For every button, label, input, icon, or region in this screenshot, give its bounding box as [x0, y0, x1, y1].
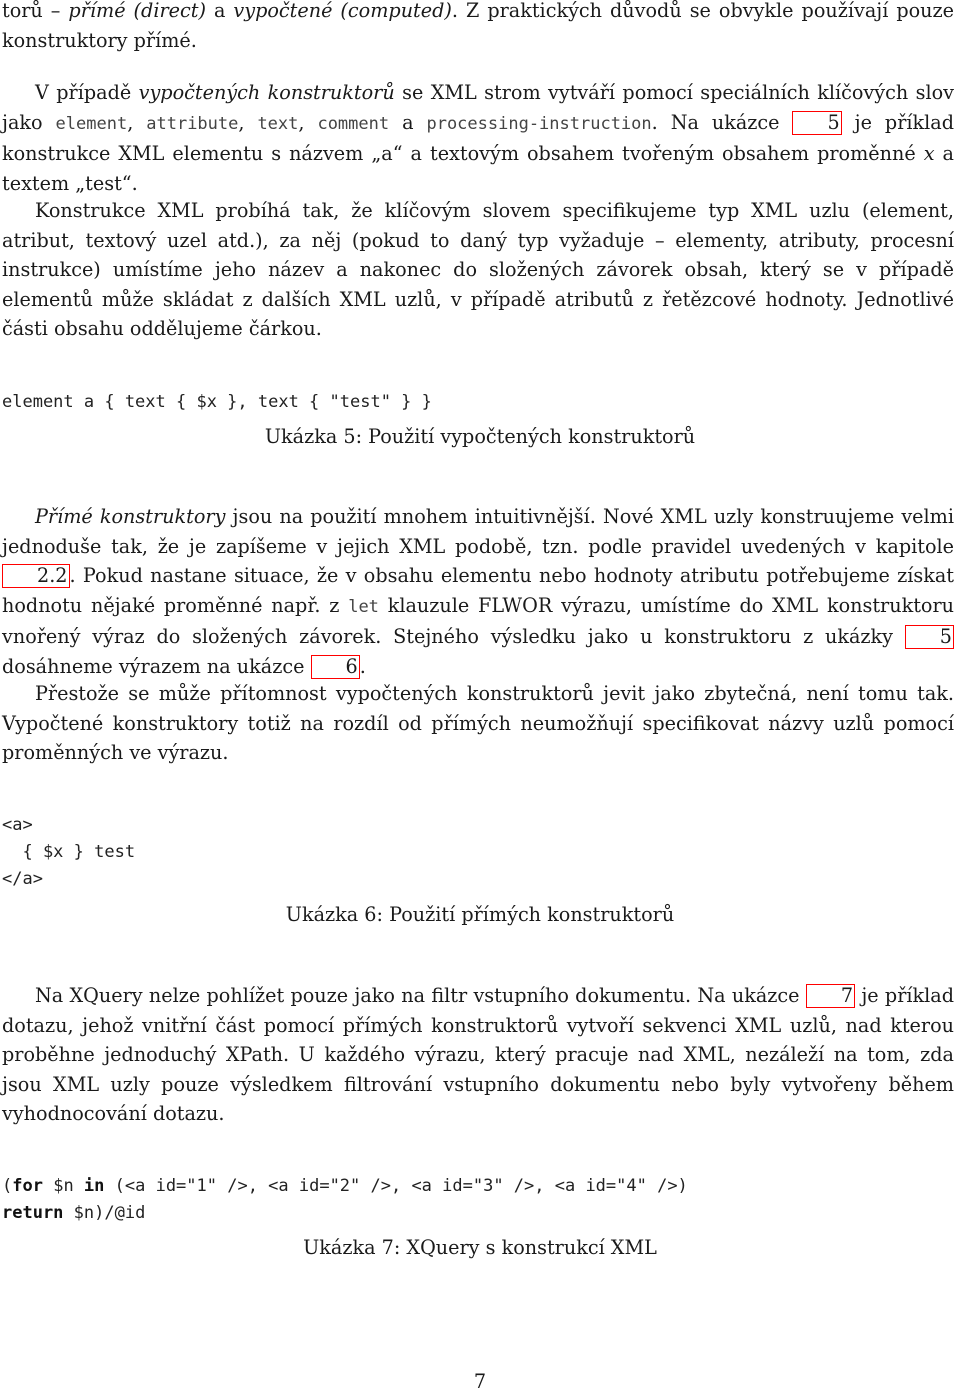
text-run: torů – [2, 0, 69, 22]
text-run: dosáhneme výrazem na ukázce [2, 654, 311, 678]
text-run: a textem „test“. [2, 142, 954, 195]
example-link-5[interactable]: 5 [905, 625, 954, 649]
code-line: </a> [2, 869, 43, 889]
italic-variable: x [923, 142, 935, 165]
separator: , [298, 110, 318, 134]
code-token: ( [2, 1176, 13, 1196]
text-run: . Pokud nastane situace, že v obsahu elementu nebo hodnoty atributu potřebujeme získat hodnotu nějaké proměnné např. z [2, 564, 954, 617]
text-run: Na XQuery nelze pohlížet pouze jako na filtr vstupního dokumentu. Na ukázce [35, 984, 806, 1007]
text-run: a [205, 0, 234, 22]
paragraph-xquery-filter [2, 981, 954, 1129]
caption-example-5: Ukázka 5: Použití vypočtených konstruktorů [264, 425, 696, 448]
italic-term: vypočtených konstruktorů [138, 81, 395, 104]
paragraph-direct-constructors [2, 502, 954, 681]
text-run: . Na ukázce [651, 110, 793, 134]
italic-term: vypočtené (computed) [233, 0, 452, 22]
example-link-7[interactable]: 7 [806, 984, 855, 1008]
text-run: . [359, 654, 366, 678]
page-number: 7 [473, 1370, 487, 1393]
code-token: (<a id="1" />, <a id="2" />, <a id="3" />, <a id="4" />) [104, 1176, 688, 1196]
keyword-in: in [83, 1176, 105, 1196]
chapter-link-2-2[interactable]: 2.2 [2, 564, 70, 588]
paragraph-computed-purpose: Přestože se může přítomnost vypočtených konstruktorů jevit jako zbytečná, není tomu tak. Vypočtené konstruktory totiž na rozdíl od přímých neumožňují specifikovat názvy uzlů pomocí proměnných ve výrazu. [2, 682, 954, 764]
italic-term: Přímé konstruktory [35, 505, 226, 528]
keyword-for: for [12, 1176, 43, 1196]
text-run: jsou na použití mnohem intuitivnější. Nové XML uzly konstruujeme velmi jednoduše tak, že je zapíšeme v jejich XML podobě, tzn. podle pravidel uvedených v kapitole [2, 505, 954, 558]
keyword-return: return [2, 1203, 64, 1223]
keyword-text: text [257, 113, 299, 134]
code-token: $n)/@id [63, 1203, 146, 1223]
keyword-processing-instruction: processing-instruction [426, 113, 652, 134]
example-link-6[interactable]: 6 [311, 655, 360, 679]
paragraph-computed-constructors [2, 78, 954, 198]
code-example-7 [2, 1173, 688, 1227]
text-run: je příklad konstrukce XML elementu s názvem „a“ a textovým obsahem tvořeným obsahem proměnné [2, 110, 954, 165]
keyword-attribute: attribute [146, 113, 239, 134]
code-line: { $x } test [2, 842, 136, 862]
caption-example-7: Ukázka 7: XQuery s konstrukcí XML [303, 1236, 657, 1259]
separator: , [238, 110, 258, 134]
example-link-5[interactable]: 5 [792, 111, 841, 135]
code-example-6 [2, 812, 135, 893]
code-token: $n [42, 1176, 84, 1196]
text-run: se XML strom vytváří pomocí speciálních klíčových slov jako [2, 81, 954, 134]
text-run: V případě [35, 81, 139, 104]
paragraph-construction-process: Konstrukce XML probíhá tak, že klíčovým slovem specifikujeme typ XML uzlu (element, atribut, textový uzel atd.), za něj (pokud to daný typ vyžaduje – elementy, atributy, procesní instrukce) umístíme jeho název a nakonec do složených závorek obsah, který se v případě elementů může skládat z dalších XML uzlů, v případě atributů z řetězcové hodnoty. Jednotlivé části obsahu oddělujeme čárkou. [2, 199, 954, 340]
separator: , [127, 110, 147, 134]
paragraph-constructor-types [2, 0, 954, 55]
code-example-5: element a { text { $x }, text { "test" } } [2, 392, 432, 412]
text-run: klauzule FLWOR výrazu, umístíme do XML konstruktoru vnořený výraz do složených závorek. Stejného výsledku jako u konstruktoru z ukázky [2, 593, 954, 648]
caption-example-6: Ukázka 6: Použití přímých konstruktorů [285, 903, 675, 926]
text-run: a [389, 110, 427, 134]
keyword-let: let [348, 596, 379, 617]
text-run: je příklad dotazu, jehož vnitřní část pomocí přímých konstruktorů vytvoří sekvenci XML uzlů, nad kterou proběhne jednoduchý XPath. U každého výrazu, který pracuje nad XML, nezáleží na tom, zda jsou XML uzly pouze výsledkem filtrování vstupního dokumentu nebo byly vytvořeny během vyhodnocování dotazu. [2, 984, 954, 1125]
text-run: . Z praktických důvodů se obvykle používají pouze konstruktory přímé. [2, 0, 955, 52]
code-line: <a> [2, 815, 33, 835]
keyword-comment: comment [317, 113, 390, 134]
italic-term: přímé (direct) [68, 0, 206, 22]
keyword-element: element [55, 113, 128, 134]
